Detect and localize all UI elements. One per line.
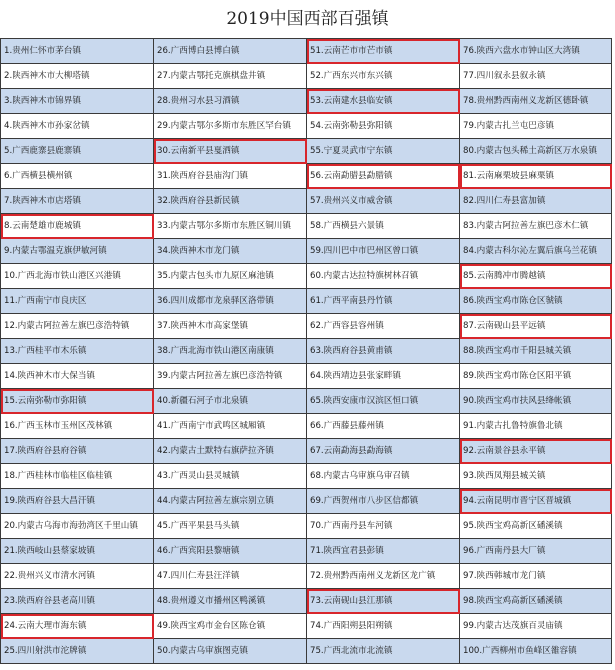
table-row [1, 289, 612, 314]
town-cell: 16.广西玉林市玉州区茂林镇 [1, 414, 154, 439]
town-cell: 33.内蒙古鄂尔多斯市东胜区铜川镇 [154, 214, 307, 239]
table-row [1, 364, 612, 389]
town-cell: 89.陕西宝鸡市陈仓区阳平镇 [460, 364, 612, 389]
town-cell: 82.四川仁寿县富加镇 [460, 189, 612, 214]
town-cell: 29.内蒙古鄂尔多斯市东胜区罕台镇 [154, 114, 307, 139]
town-cell: 46.广西宾阳县黎塘镇 [154, 539, 307, 564]
town-cell: 100.广西柳州市鱼峰区雒容镇 [460, 639, 612, 664]
town-cell: 44.内蒙古阿拉善左旗宗别立镇 [154, 489, 307, 514]
town-cell: 71.陕西宜君县彭镇 [307, 539, 460, 564]
town-cell: 21.陕西岐山县蔡家坡镇 [1, 539, 154, 564]
town-cell: 1.贵州仁怀市茅台镇 [1, 39, 154, 64]
town-cell: 18.广西桂林市临桂区临桂镇 [1, 464, 154, 489]
town-cell: 27.内蒙古鄂托克旗棋盘井镇 [154, 64, 307, 89]
table-row [1, 239, 612, 264]
town-cell: 4.陕西神木市孙家岔镇 [1, 114, 154, 139]
town-cell: 96.广西南丹县大厂镇 [460, 539, 612, 564]
town-cell: 68.内蒙古乌审旗乌审召镇 [307, 464, 460, 489]
ranking-table [0, 38, 612, 664]
town-cell: 39.内蒙古阿拉善左旗巴彦浩特镇 [154, 364, 307, 389]
town-cell: 50.内蒙古乌审旗图克镇 [154, 639, 307, 664]
town-cell: 57.贵州兴义市威舍镇 [307, 189, 460, 214]
town-cell: 10.广西北海市铁山港区兴港镇 [1, 264, 154, 289]
town-cell: 62.广西容县容州镇 [307, 314, 460, 339]
table-row [1, 314, 612, 339]
town-cell: 90.陕西宝鸡市扶风县绛帐镇 [460, 389, 612, 414]
town-cell: 11.广西南宁市良庆区 [1, 289, 154, 314]
town-cell: 17.陕西府谷县府谷镇 [1, 439, 154, 464]
highlighted-town-cell: 94.云南昆明市晋宁区晋城镇 [460, 489, 612, 514]
table-row [1, 264, 612, 289]
town-cell: 42.内蒙古土默特右旗萨拉齐镇 [154, 439, 307, 464]
town-cell: 79.内蒙古扎兰屯巴彦镇 [460, 114, 612, 139]
town-cell: 49.陕西宝鸡市金台区陈仓镇 [154, 614, 307, 639]
town-cell: 54.云南弥勒县弥阳镇 [307, 114, 460, 139]
town-cell: 76.陕西六盘水市钟山区大湾镇 [460, 39, 612, 64]
town-cell: 80.内蒙古包头稀土高新区万水泉镇 [460, 139, 612, 164]
town-cell: 77.四川叙永县叙永镇 [460, 64, 612, 89]
town-cell: 3.陕西神木市锦界镇 [1, 89, 154, 114]
town-cell: 78.贵州黔西南州义龙新区德卧镇 [460, 89, 612, 114]
table-row [1, 39, 612, 64]
highlighted-town-cell: 87.云南砚山县平远镇 [460, 314, 612, 339]
town-cell: 60.内蒙古达拉特旗树林召镇 [307, 264, 460, 289]
table-row [1, 589, 612, 614]
table-row [1, 189, 612, 214]
town-cell: 67.云南勐海县勐海镇 [307, 439, 460, 464]
town-cell: 61.广西平南县丹竹镇 [307, 289, 460, 314]
table-row [1, 139, 612, 164]
town-cell: 66.广西藤县藤州镇 [307, 414, 460, 439]
highlighted-town-cell: 92.云南景谷县永平镇 [460, 439, 612, 464]
town-cell: 25.四川射洪市沱牌镇 [1, 639, 154, 664]
town-cell: 99.内蒙古达茂旗百灵庙镇 [460, 614, 612, 639]
town-cell: 91.内蒙古扎鲁特旗鲁北镇 [460, 414, 612, 439]
town-cell: 97.陕西韩城市龙门镇 [460, 564, 612, 589]
table-row [1, 414, 612, 439]
town-cell: 34.陕西神木市龙门镇 [154, 239, 307, 264]
town-cell: 23.陕西府谷县老高川镇 [1, 589, 154, 614]
town-cell: 37.陕西神木市高家堡镇 [154, 314, 307, 339]
town-cell: 74.广西阳朔县阳朔镇 [307, 614, 460, 639]
town-cell: 26.广西博白县博白镇 [154, 39, 307, 64]
town-cell: 75.广西北流市北流镇 [307, 639, 460, 664]
table-row [1, 214, 612, 239]
town-cell: 52.广西东兴市东兴镇 [307, 64, 460, 89]
highlighted-town-cell: 24.云南大理市海东镇 [1, 614, 154, 639]
town-cell: 88.陕西宝鸡市千阳县城关镇 [460, 339, 612, 364]
town-cell: 5.广西鹿寨县鹿寨镇 [1, 139, 154, 164]
town-cell: 59.四川巴中市巴州区曾口镇 [307, 239, 460, 264]
town-cell: 84.内蒙古科尔沁左翼后旗乌兰花镇 [460, 239, 612, 264]
highlighted-town-cell: 53.云南建水县临安镇 [307, 89, 460, 114]
highlighted-town-cell: 85.云南腾冲市腾越镇 [460, 264, 612, 289]
table-row [1, 514, 612, 539]
town-cell: 20.内蒙古乌海市海勃湾区千里山镇 [1, 514, 154, 539]
table-row [1, 89, 612, 114]
table-row [1, 439, 612, 464]
highlighted-town-cell: 56.云南勐腊县勐腊镇 [307, 164, 460, 189]
town-cell: 12.内蒙古阿拉善左旗巴彦浩特镇 [1, 314, 154, 339]
table-row [1, 464, 612, 489]
town-cell: 2.陕西神木市大柳塔镇 [1, 64, 154, 89]
town-cell: 63.陕西府谷县黄甫镇 [307, 339, 460, 364]
table-row [1, 389, 612, 414]
town-cell: 98.陕西宝鸡高新区磻溪镇 [460, 589, 612, 614]
town-cell: 13.广西桂平市木乐镇 [1, 339, 154, 364]
table-row [1, 114, 612, 139]
highlighted-town-cell: 51.云南芒市市芒市镇 [307, 39, 460, 64]
town-cell: 55.宁夏灵武市宁东镇 [307, 139, 460, 164]
table-row [1, 539, 612, 564]
town-cell: 45.广西平果县马头镇 [154, 514, 307, 539]
town-cell: 40.新疆石河子市北泉镇 [154, 389, 307, 414]
highlighted-town-cell: 81.云南麻栗坡县麻栗镇 [460, 164, 612, 189]
highlighted-town-cell: 30.云南新平县戛洒镇 [154, 139, 307, 164]
town-cell: 58.广西横县六景镇 [307, 214, 460, 239]
town-cell: 35.内蒙古包头市九原区麻池镇 [154, 264, 307, 289]
town-cell: 86.陕西宝鸡市陈仓区虢镇 [460, 289, 612, 314]
town-cell: 22.贵州兴义市清水河镇 [1, 564, 154, 589]
highlighted-town-cell: 73.云南砚山县江那镇 [307, 589, 460, 614]
town-cell: 83.内蒙古阿拉善左旗巴彦木仁镇 [460, 214, 612, 239]
town-cell: 19.陕西府谷县大昌汗镇 [1, 489, 154, 514]
town-cell: 6.广西横县横州镇 [1, 164, 154, 189]
highlighted-town-cell: 8.云南楚雄市鹿城镇 [1, 214, 154, 239]
table-row [1, 339, 612, 364]
town-cell: 32.陕西府谷县新民镇 [154, 189, 307, 214]
town-cell: 41.广西南宁市武鸣区城厢镇 [154, 414, 307, 439]
town-cell: 36.四川成都市龙泉驿区洛带镇 [154, 289, 307, 314]
town-cell: 38.广西北海市铁山港区南康镇 [154, 339, 307, 364]
town-cell: 9.内蒙古鄂温克旗伊敏河镇 [1, 239, 154, 264]
table-row [1, 614, 612, 639]
town-cell: 64.陕西靖边县张家畔镇 [307, 364, 460, 389]
ranking-table-body [1, 39, 612, 664]
town-cell: 93.陕西凤翔县城关镇 [460, 464, 612, 489]
table-row [1, 639, 612, 664]
town-cell: 31.陕西府谷县庙沟门镇 [154, 164, 307, 189]
town-cell: 65.陕西安康市汉滨区恒口镇 [307, 389, 460, 414]
town-cell: 47.四川仁寿县汪洋镇 [154, 564, 307, 589]
town-cell: 48.贵州遵义市播州区鸭溪镇 [154, 589, 307, 614]
town-cell: 95.陕西宝鸡高新区磻溪镇 [460, 514, 612, 539]
table-row [1, 489, 612, 514]
table-row [1, 64, 612, 89]
town-cell: 43.广西灵山县灵城镇 [154, 464, 307, 489]
town-cell: 70.广西南丹县车河镇 [307, 514, 460, 539]
table-row [1, 564, 612, 589]
highlighted-town-cell: 15.云南弥勒市弥阳镇 [1, 389, 154, 414]
page-title: 2019中国西部百强镇 [226, 9, 389, 29]
town-cell: 72.贵州黔西南州义龙新区龙广镇 [307, 564, 460, 589]
town-cell: 28.贵州习水县习酒镇 [154, 89, 307, 114]
town-cell: 7.陕西神木市店塔镇 [1, 189, 154, 214]
table-row [1, 164, 612, 189]
town-cell: 69.广西贺州市八步区信都镇 [307, 489, 460, 514]
town-cell: 14.陕西神木市大保当镇 [1, 364, 154, 389]
